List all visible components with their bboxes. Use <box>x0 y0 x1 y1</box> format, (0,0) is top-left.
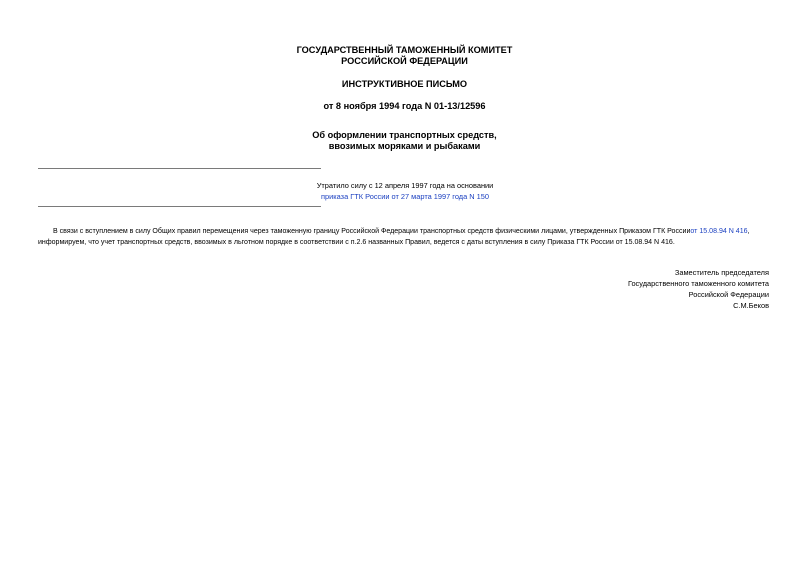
document-date-label: от 8 ноября 1994 года N 01-13/12596 <box>323 101 486 111</box>
signatory-name: С.М.Беков <box>733 301 769 310</box>
body-text-part-1: В связи с вступлением в силу Общих правил перемещения через таможенную границу Российской Федерации транспортных средств физическими лицами, утвержденных Приказом ГТК России <box>53 228 691 235</box>
org-line-1: ГОСУДАРСТВЕННЫЙ ТАМОЖЕННЫЙ КОМИТЕТ <box>296 45 513 55</box>
body-line-2: информируем, что учет транспортных средств, ввозимых в льготном порядке в соответствии с п.2.6 названных Правил, ведется с даты вступления в силу Приказа ГТК России от 15.08.94 N 416. <box>38 239 675 246</box>
body-paragraph <box>38 226 770 248</box>
divider-bottom <box>38 206 321 207</box>
document-type <box>200 79 609 90</box>
status-link-row <box>290 191 520 202</box>
body-line-1 <box>38 226 770 237</box>
divider-top <box>38 168 321 169</box>
signatory-position-2: Государственного таможенного комитета <box>627 279 769 288</box>
signatory-position-1: Заместитель председателя <box>674 268 769 277</box>
status-note: Утратило силу с 12 апреля 1997 года на основании <box>316 181 494 190</box>
body-text-part-2: , <box>747 228 750 235</box>
subject-line-1: Об оформлении транспортных средств, <box>312 130 497 140</box>
signature-block <box>628 267 769 311</box>
document-type-label: ИНСТРУКТИВНОЕ ПИСЬМО <box>341 79 468 89</box>
org-line-2: РОССИЙСКОЙ ФЕДЕРАЦИИ <box>341 56 468 66</box>
order-416-link[interactable]: от 15.08.94 N 416 <box>690 228 748 235</box>
issuing-organization <box>200 45 609 67</box>
document-date <box>200 101 609 112</box>
signatory-position-3: Российской Федерации <box>688 290 769 299</box>
repeal-order-link[interactable]: приказа ГТК России от 27 марта 1997 года N 150 <box>321 192 489 201</box>
subject-line-2: ввозимых моряками и рыбаками <box>328 141 481 151</box>
document-subject <box>200 130 609 152</box>
